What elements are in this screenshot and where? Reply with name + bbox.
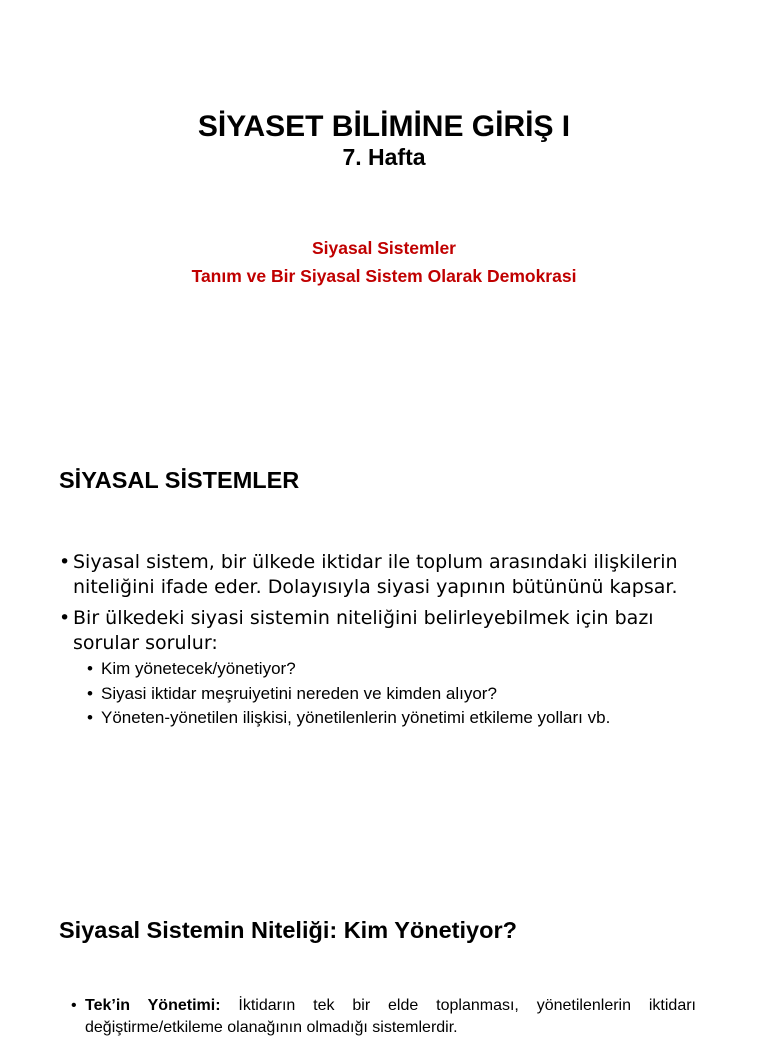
list-item xyxy=(59,550,709,599)
list-item xyxy=(71,995,696,1039)
bullet-icon: • xyxy=(87,659,93,678)
list-item-text: Siyasal sistem, bir ülkede iktidar ile toplum arasındaki ilişkilerin niteliğini ifade eder. Dolayısıyla siyasi yapının bütününü kapsar. xyxy=(73,551,678,598)
bullet-icon: • xyxy=(59,607,71,629)
sub-list-item xyxy=(87,706,709,731)
topic-line: Siyasal Sistemler xyxy=(312,238,456,258)
bullet-icon: • xyxy=(71,997,77,1014)
list-item xyxy=(59,606,709,731)
sub-list-item-text: Yöneten-yönetilen ilişkisi, yönetilenlerin yönetimi etkileme yolları vb. xyxy=(101,708,611,727)
sub-list-item xyxy=(87,657,709,682)
bullet-icon: • xyxy=(87,708,93,727)
section-heading-kim-yonetiyor: Siyasal Sistemin Niteliği: Kim Yönetiyor? xyxy=(59,917,517,943)
list-item-text: Bir ülkedeki siyasi sistemin niteliğini belirleyebilmek için bazı sorular sorulur: xyxy=(73,607,654,654)
page-title: SİYASET BİLİMİNE GİRİŞ I xyxy=(197,110,571,143)
sub-list-item-text: Kim yönetecek/yönetiyor? xyxy=(101,659,296,678)
term-label: Tek’in Yönetimi: xyxy=(85,997,221,1014)
section-heading-siyasal-sistemler: SİYASAL SİSTEMLER xyxy=(59,467,300,493)
page-subtitle: 7. Hafta xyxy=(342,144,426,170)
sub-list-item-text: Siyasi iktidar meşruiyetini nereden ve kimden alıyor? xyxy=(101,683,497,703)
term-description: İktidarın tek bir elde toplanması, yönetilenlerin iktidarı değiştirme/etkileme olanağının olmadığı sistemlerdir. xyxy=(85,997,696,1036)
sub-list-item xyxy=(87,682,709,707)
topic-detail-line: Tanım ve Bir Siyasal Sistem Olarak Demokrasi xyxy=(191,266,577,286)
sub-bullet-list xyxy=(73,657,709,731)
bullet-list xyxy=(59,550,709,738)
bullet-icon: • xyxy=(59,551,71,573)
bullet-icon: • xyxy=(87,683,93,703)
